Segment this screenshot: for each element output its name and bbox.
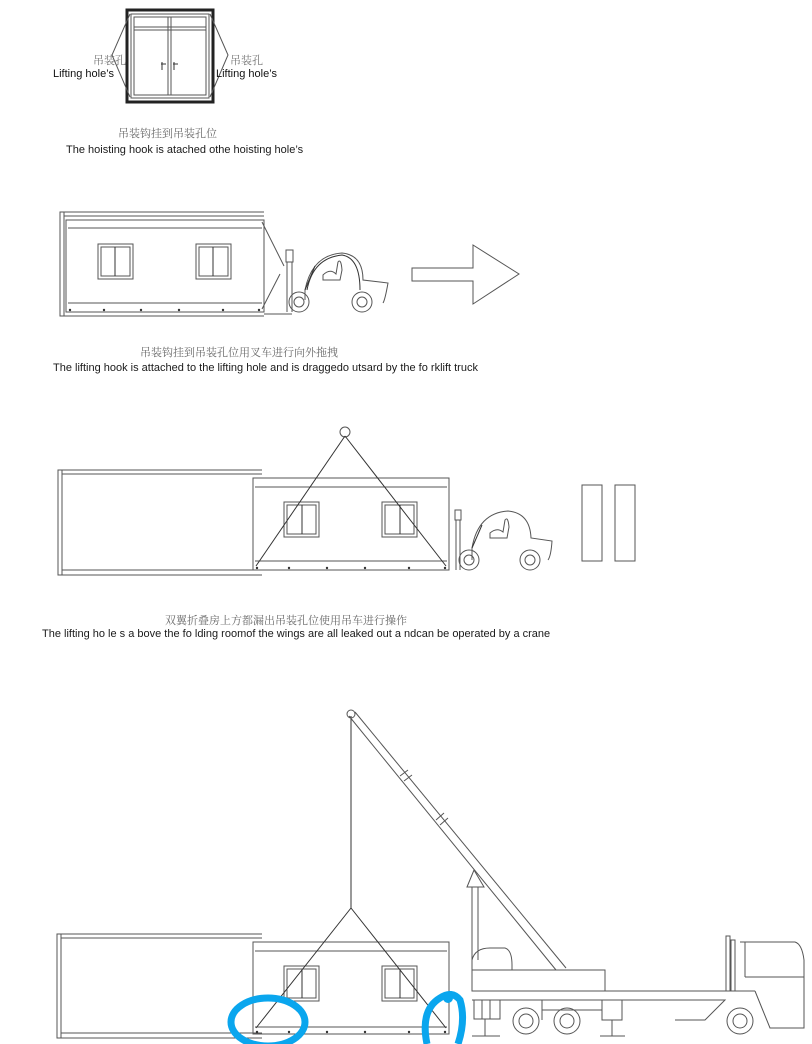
lifting-hole-label-right-en: Lifting hole’s <box>216 68 277 80</box>
step-2-caption-en: The lifting hook is attached to the lifting hole and is draggedo utsard by the fo rklift truck <box>53 362 478 374</box>
lifting-hole-label-left-en: Lifting hole’s <box>53 68 114 80</box>
annotation-circle-right <box>425 994 462 1044</box>
annotation-circle-left <box>231 998 305 1044</box>
lifting-hole-label-left-cn: 吊装孔 <box>93 54 126 67</box>
step-3-caption-en: The lifting ho le s a bove the fo lding roomof the wings are all leaked out a ndcan be operated by a crane <box>42 628 551 640</box>
step-2-caption-cn: 吊装钩挂到吊装孔位用叉车进行向外拖拽 <box>140 346 338 359</box>
step-3-caption-cn: 双翼折叠房上方都漏出吊装孔位使用吊车进行操作 <box>165 614 407 627</box>
step-1-caption-en: The hoisting hook is atached othe hoisting hole’s <box>66 144 304 156</box>
lifting-hole-label-right-cn: 吊装孔 <box>230 54 263 67</box>
step-1-caption-cn: 吊装钩挂到吊装孔位 <box>118 127 217 140</box>
